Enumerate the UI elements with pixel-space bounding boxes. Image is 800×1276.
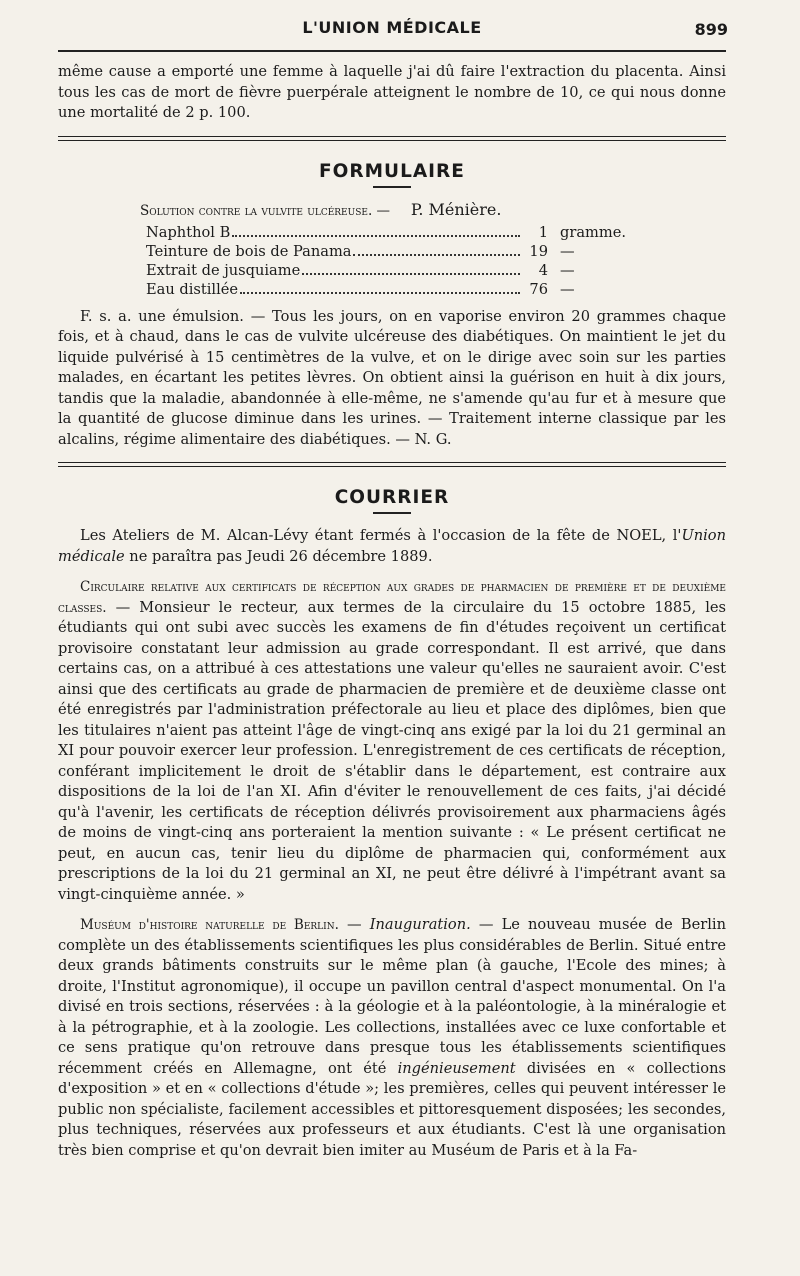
recipe-author: P. Ménière.	[410, 199, 502, 219]
recipe-title	[140, 200, 726, 219]
notice-text-before: Les Ateliers de M. Alcan-Lévy étant fermés à l'occasion de la fête de NOEL, l'	[80, 527, 682, 544]
section-divider	[58, 136, 726, 141]
museum-body-part-2: divisées en « collections d'exposition » et en « collections d'étude »; les premières, celles qui peuvent intéresser le public non spécialiste, facilement accessibles et pittoresquement disposées; les secondes, plus techniques, réservées aux professeurs et aux étudiants. C'est là une organisation très bien comprise et qu'on devrait bien imiter au Muséum de Paris et à la Fa-	[58, 1059, 726, 1159]
museum-body-part-1: — Le nouveau musée de Berlin complète un des établissements scientifiques les plus considérables de Berlin. Situé entre deux grands bâtiments construits sur le même plan (à gauche, l'Ecole des mines; à droite, l'Institut agronomique), il occupe un pavillon central d'aspect monumental. On l'a divisé en trois sections, réservées : à la géologie et à la paléontologie, à la minéralogie et à la pétrographie, et à la zoologie. Les collections, installées avec ce luxe confortable et ce sens pratique qu'on retrouve dans presque tous les établissements scientifiques récemment créés en Allemagne, ont été	[58, 916, 726, 1077]
running-title: L'UNION MÉDICALE	[302, 18, 482, 37]
ingredient-row	[146, 242, 636, 261]
courrier-title-rule	[373, 512, 411, 514]
ingredient-row	[146, 223, 636, 242]
ingredient-quantity: 19	[529, 242, 548, 260]
holiday-notice	[58, 526, 726, 567]
formulaire-body: F. s. a. une émulsion. — Tous les jours, on en vaporise environ 20 grammes chaque fois, et à chaud, dans le cas de vulvite ulcéreuse des diabétiques. On maintient le jet du liquide pulvérisé à 15 centimètres de la vulve, et on le dirige avec soin sur les parties malades, en écartant les petites lèvres. On obtient ainsi la guérison en huit à dix jours, tandis que la maladie, abandonnée à elle-même, ne s'amende qu'au fur et à mesure que la quantité de glucose diminue dans les urines. — Traitement interne classique par les alcalins, régime alimentaire des diabétiques. — N. G.	[58, 307, 726, 448]
ingredient-quantity: 76	[529, 280, 548, 298]
running-head	[58, 18, 726, 48]
museum-dash: —	[338, 916, 370, 933]
ingredient-name: Eau distillée	[146, 280, 239, 298]
journal-name: Union médicale	[58, 527, 726, 565]
ingredient-name: Extrait de jusquiame	[146, 261, 301, 279]
leader-dots	[302, 273, 520, 275]
intro-paragraph: même cause a emporté une femme à laquelle j'ai dû faire l'extraction du placenta. Ainsi tous les cas de mort de fièvre puerpérale atteignent le nombre de 10, ce qui nous donne une mortalité de 2 p. 100.	[58, 63, 726, 121]
circulaire-body: — Monsieur le recteur, aux termes de la circulaire du 15 octobre 1885, les étudiants qui ont subi avec succès les examens de fin d'études reçoivent un certificat provisoire constatant leur admission au grade correspondant. Il est arrivé, que dans certains cas, on a attribué à ces attestations une valeur qu'elles ne sauraient avoir. C'est ainsi que des certificats au grade de pharmacien de première et de deuxième classe ont été enregistrés par l'administration préfectorale au lieu et place des diplômes, bien que les titulaires n'aient pas atteint l'âge de vingt-cinq ans exigé par la loi du 21 germinal an XI pour pouvoir exercer leur profession. L'enregistrement de ces certificats de réception, conférant implicitement le droit de s'établir dans le département, est contraire aux dispositions de la loi de l'an XI. Afin d'éviter le renouvellement de ces faits, j'ai décidé qu'à l'avenir, les certificats de réception délivrés provisoirement aux pharmaciens âgés de moins de vingt-cinq ans porteraient la mention suivante : « Le présent certificat ne peut, en aucun cas, tenir lieu du diplôme de pharmacien qui, conformément aux prescriptions de la loi du 21 germinal an XI, ne peut être délivré à l'impétrant avant sa vingt-cinquième année. »	[58, 598, 726, 903]
ingredient-unit: —	[560, 261, 575, 279]
ingredient-quantity: 1	[538, 223, 548, 241]
formulaire-title-rule	[373, 186, 411, 188]
museum-italic-word: ingénieusement	[397, 1059, 516, 1077]
ingredient-quantity: 4	[538, 261, 548, 279]
leader-dots	[353, 254, 520, 256]
circulaire-heading: Circulaire relative aux certificats de réception aux grades de pharmacien de première et de deuxième classes.	[58, 579, 726, 616]
museum-subtitle: Inauguration.	[369, 916, 471, 933]
ingredient-unit: gramme.	[560, 223, 626, 241]
ingredient-unit: —	[560, 242, 575, 260]
header-rule	[58, 50, 726, 52]
leader-dots	[240, 292, 520, 294]
ingredient-row	[146, 280, 636, 299]
ingredient-row	[146, 261, 636, 280]
ingredient-unit: —	[560, 280, 575, 298]
formulaire-title: FORMULAIRE	[319, 160, 465, 182]
ingredient-list	[146, 223, 636, 299]
ingredient-name: Naphthol B	[146, 223, 231, 241]
recipe-name: Solution contre la vulvite ulcéreuse. —	[140, 202, 391, 219]
circulaire-paragraph	[58, 577, 726, 905]
section-divider	[58, 462, 726, 467]
leader-dots	[232, 235, 520, 237]
ingredient-name: Teinture de bois de Panama	[146, 242, 352, 260]
page-number: 899	[694, 20, 728, 39]
notice-text-after: ne paraîtra pas Jeudi 26 décembre 1889.	[124, 547, 433, 565]
courrier-title: COURRIER	[334, 487, 450, 508]
museum-heading: Muséum d'histoire naturelle de Berlin.	[80, 917, 339, 933]
museum-paragraph	[58, 915, 726, 1161]
